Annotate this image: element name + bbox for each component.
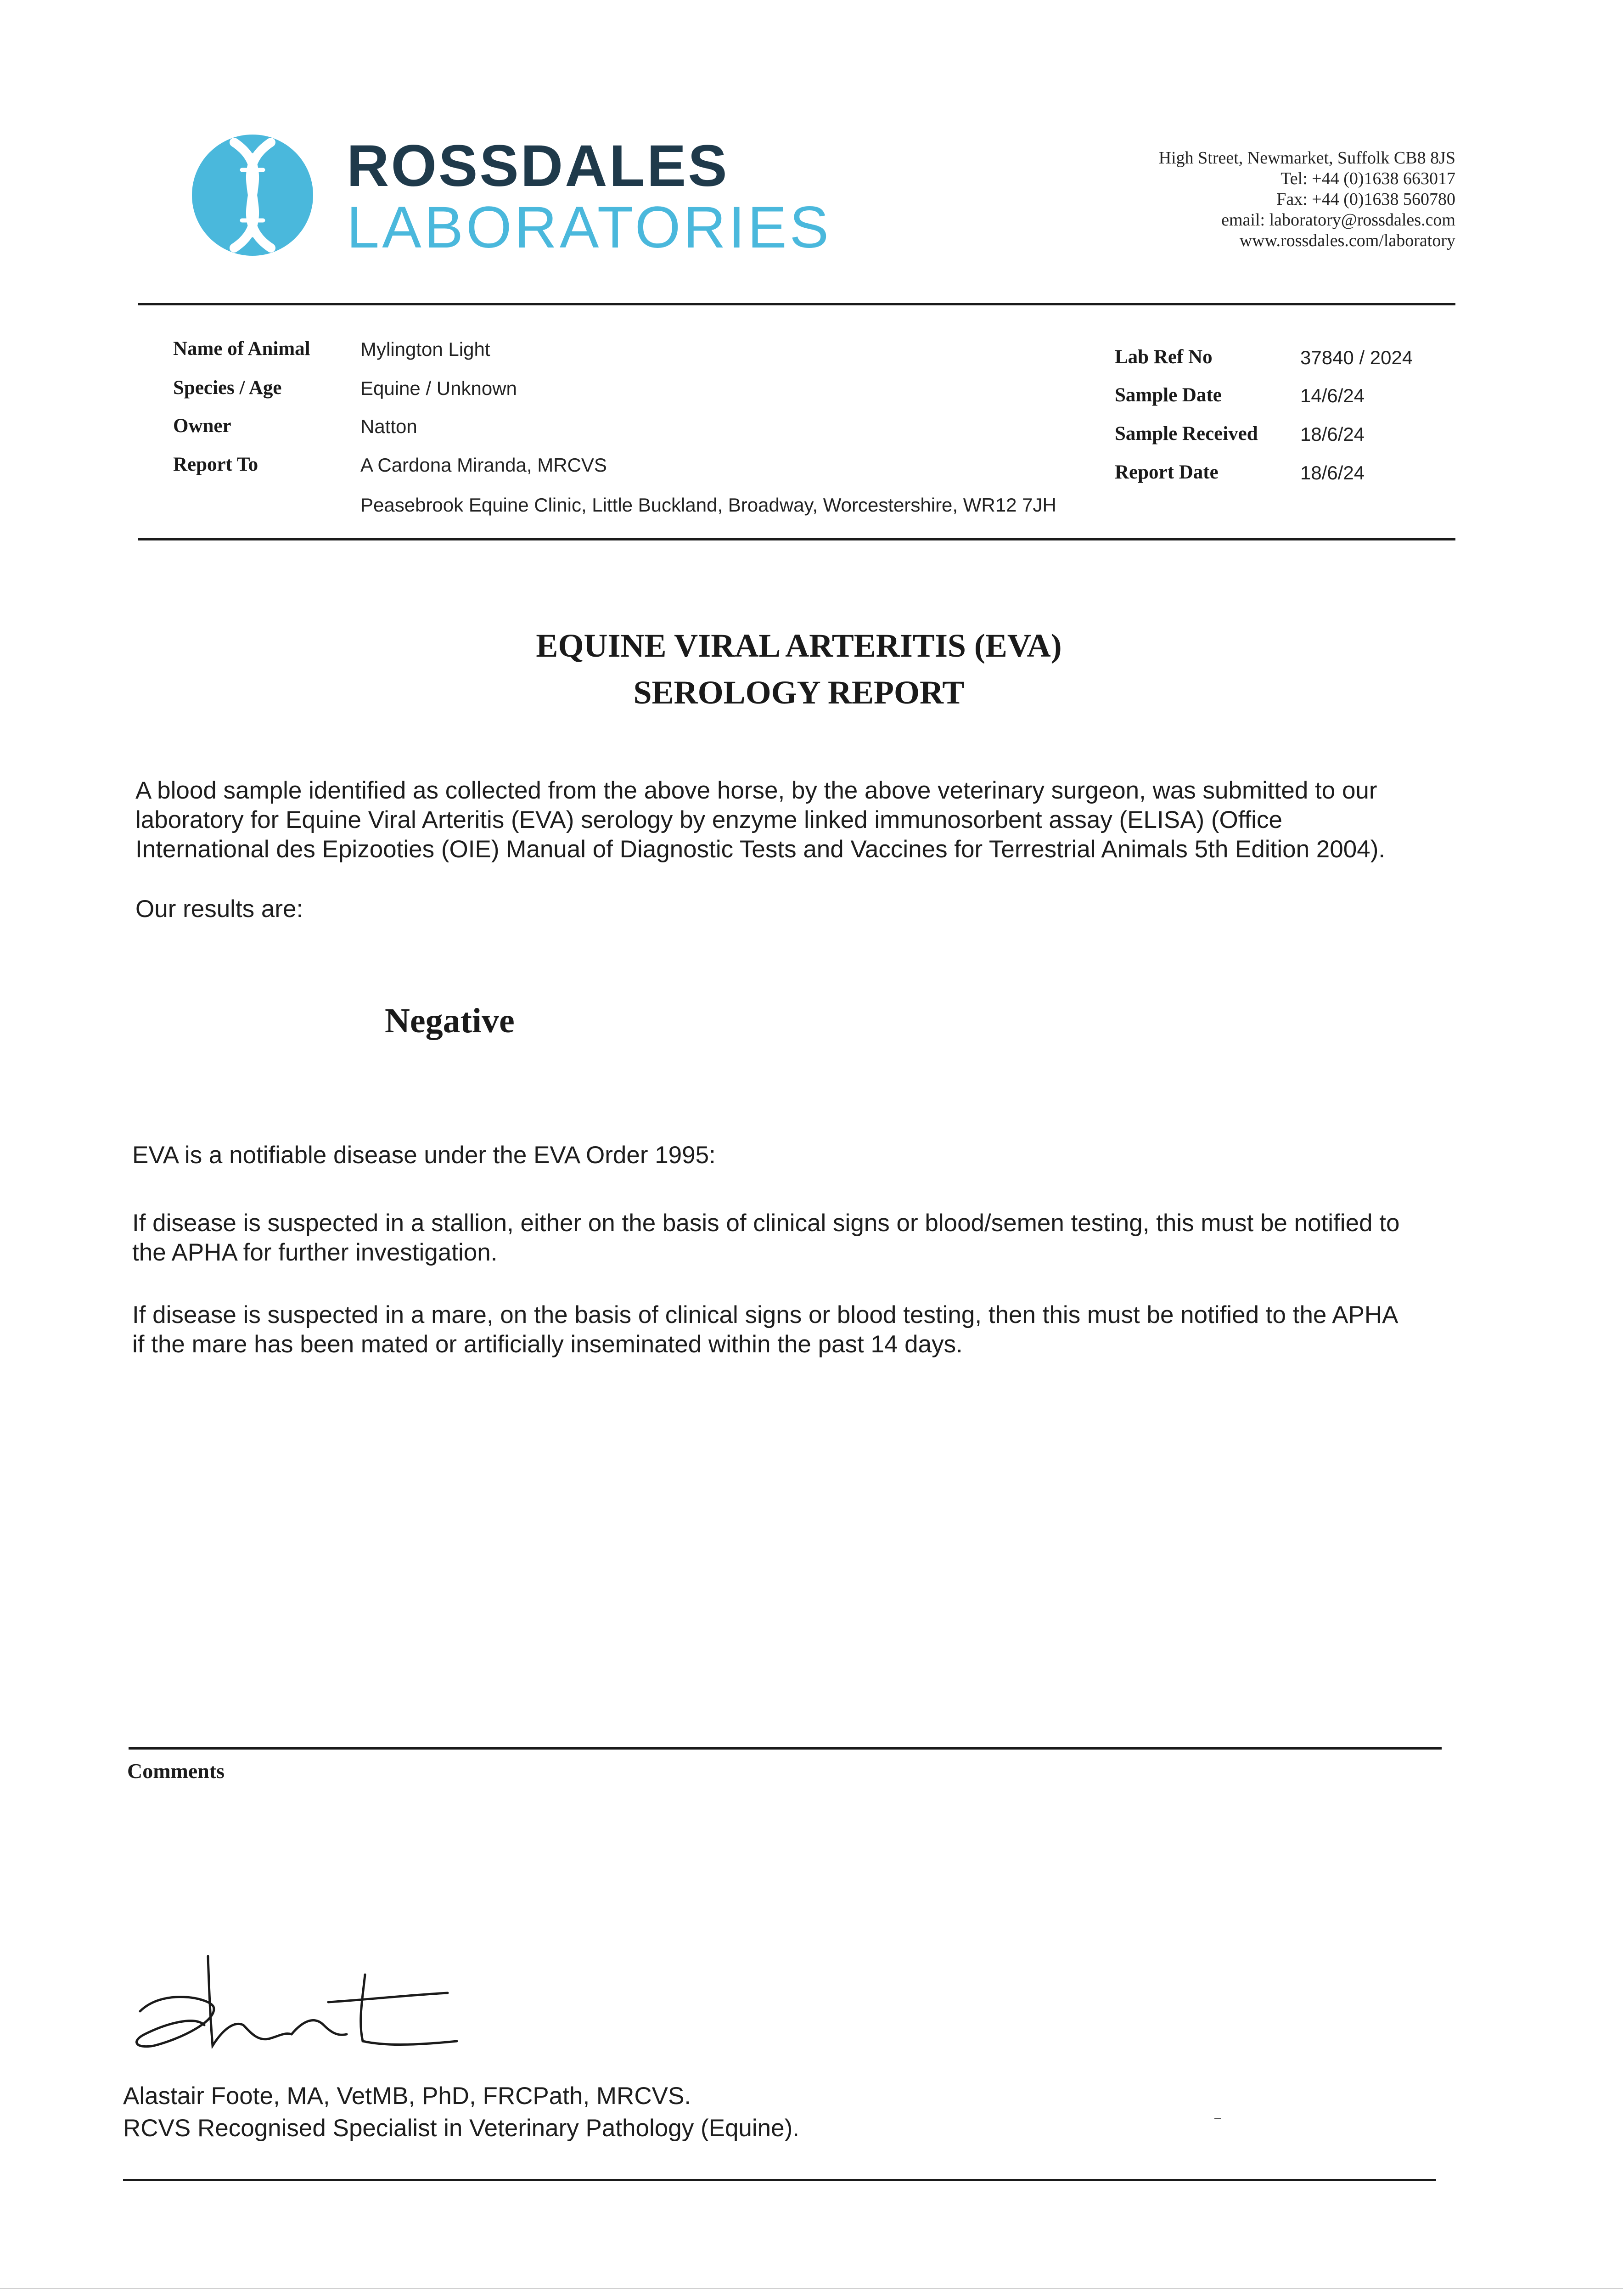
species-age-value: Equine / Unknown [360,377,517,399]
contact-fax: Fax: +44 (0)1638 560780 [1276,190,1455,209]
signature-image [126,1947,475,2062]
intro-paragraph [135,776,1467,864]
brand-name-line2: LABORATORIES [347,195,831,260]
species-age-label: Species / Age [173,377,282,399]
owner-value: Natton [360,416,417,437]
stallion-line: the APHA for further investigation. [132,1239,498,1266]
stallion-line: If disease is suspected in a stallion, either on the basis of clinical signs or blood/semen testing, this must be notified to [132,1210,1400,1237]
signatory-block [123,2080,799,2144]
header-divider [138,303,1455,305]
sample-date-label: Sample Date [1115,384,1222,406]
scan-edge-line [0,2288,1623,2289]
sample-date-value: 14/6/24 [1300,385,1365,406]
info-divider [138,538,1455,540]
report-to-value: A Cardona Miranda, MRCVS [360,454,607,476]
name-of-animal-label: Name of Animal [173,338,310,360]
comments-divider [129,1747,1442,1750]
test-result: Negative [385,1002,515,1040]
comments-label: Comments [127,1759,225,1783]
contact-website: www.rossdales.com/laboratory [1239,231,1455,250]
contact-email: email: laboratory@rossdales.com [1221,210,1455,230]
intro-line: laboratory for Equine Viral Arteritis (EVA) serology by enzyme linked immunosorbent assay (ELISA) (Office [135,806,1282,833]
report-date-label: Report Date [1115,461,1219,483]
report-to-address: Peasebrook Equine Clinic, Little Buckland, Broadway, Worcestershire, WR12 7JH [360,494,1056,516]
intro-line: A blood sample identified as collected from the above horse, by the above veterinary surgeon, was submitted to our [135,777,1377,804]
notifiable-notice: EVA is a notifiable disease under the EVA Order 1995: [132,1142,716,1169]
mare-paragraph [132,1300,1398,1359]
owner-label: Owner [173,415,231,437]
report-date-value: 18/6/24 [1300,462,1365,484]
contact-tel: Tel: +44 (0)1638 663017 [1280,169,1455,188]
stray-mark [1214,2118,1221,2119]
mare-line: If disease is suspected in a mare, on the basis of clinical signs or blood testing, then this must be notified to the APHA [132,1301,1398,1328]
lab-contact-block [1159,148,1455,251]
stallion-paragraph [132,1209,1399,1267]
signatory-title: RCVS Recognised Specialist in Veterinary Pathology (Equine). [123,2115,800,2142]
footer-divider [123,2179,1436,2181]
brand-name-line1: ROSSDALES [347,133,729,199]
intro-line: International des Epizooties (OIE) Manual of Diagnostic Tests and Vaccines for Terrestrial Animals 5th Edition 2004). [135,836,1386,863]
report-title-line2: SEROLOGY REPORT [633,674,965,711]
report-title [0,622,1598,716]
report-to-label: Report To [173,454,258,475]
report-title-line1: EQUINE VIRAL ARTERITIS (EVA) [536,627,1062,664]
contact-address: High Street, Newmarket, Suffolk CB8 8JS [1158,148,1455,168]
dna-helix-icon [191,133,314,257]
sample-received-label: Sample Received [1115,423,1258,445]
name-of-animal-value: Mylington Light [360,338,490,360]
lab-ref-value: 37840 / 2024 [1300,347,1413,368]
lab-ref-label: Lab Ref No [1115,346,1213,368]
results-intro: Our results are: [135,895,303,923]
sample-received-value: 18/6/24 [1300,423,1365,445]
signatory-name: Alastair Foote, MA, VetMB, PhD, FRCPath, MRCVS. [123,2082,691,2110]
mare-line: if the mare has been mated or artificially inseminated within the past 14 days. [132,1331,963,1358]
